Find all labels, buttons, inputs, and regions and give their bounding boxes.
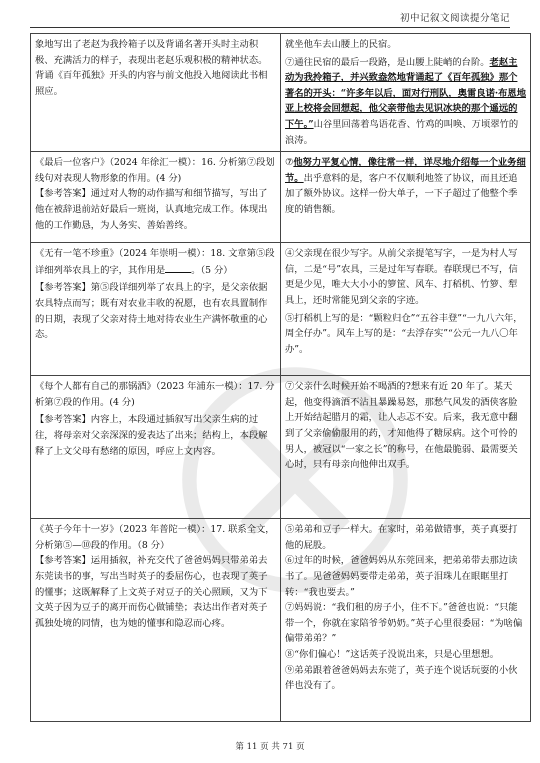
excerpt-cell (281, 152, 531, 243)
question-cell (31, 152, 281, 243)
answer-text: 【参考答案】运用插叙，补充交代了爸爸妈妈只带弟弟去东莞读书的事，写出当时英子的委屈伤心，也表现了英子的懂事；这既解释了上文英子对豆子的关心照顾，又为下文英子因为豆子的离开而伤心做铺垫；表达出作者对英子孤独处境的同情，也为她的懂事和隐忍而心疼。 (35, 555, 268, 629)
excerpt-cell (281, 519, 531, 722)
notes-table (30, 33, 531, 722)
excerpt-paragraph: ⑦他努力平复心情，像往常一样，详尽地介绍每一个业务细节。出乎意料的是，客户不仅顺利地签了协议，而且还追加了额外协议。这样一份大单子，一下子超过了他整个季度的销售额。 (285, 157, 526, 215)
question-text: 《无有一笔不珍重》（2024 年崇明一模）：18. 文章第⑤段详细列举农具上的字，其作用是 。（5 分） (35, 248, 275, 276)
answer-tag: 【参考答案】 (35, 414, 91, 426)
excerpt-paragraph: ⑧“你们偏心！”这话英子没说出来，只是心里想想。 (285, 648, 500, 660)
page-number: 第 11 页 共 71 页 (235, 742, 305, 752)
question-text: 《英子今年十一岁》（2023 年普陀一模）：17. 联系全文，分析第⑤—⑩段的作用。（8 分） (35, 524, 275, 551)
question-cell (31, 243, 281, 376)
question-cell (31, 519, 281, 722)
excerpt-paragraph: ⑦通往民宿的最后一段路，是山腰上陡峭的台阶。老赵主动为我拎箱子，并兴致盎然地背诵起了《百年孤独》那个著名的开头：“许多年以后，面对行刑队，奥雷良诺·布恩地亚上校将会回想起，他父亲带他去见识冰块的那个遥远的下午。”山谷里回荡着鸟语花香、竹鸡的叫唤、万顷翠竹的浪涛。 (285, 56, 527, 146)
answer-text: 象地写出了老赵为我拎箱子以及背诵名著开头时主动积极、充满活力的样子，表现出老赵乐观积极的精神状态。背诵《百年孤独》开头的内容与前文他投入地阅读此书相照应。 (35, 39, 268, 97)
excerpt-text: 就坐他车去山腰上的民宿。 (285, 39, 397, 50)
excerpt-paragraph: ⑦父亲什么时候开始不喝酒的?想来有近 20 年了。某天起，他变得滴酒不沾且暴躁易怒，那愁气风发的酒侠客脸上开始结起腊月的霜，让人忐忑不安。后来，我无意中翻到了父亲偷偷服用的药，才知他得了糖尿病。这个可怜的男人，被冠以“一家之长”的称号，在他最脆弱、最需要关心时，只有母亲向他伸出双手。 (285, 381, 518, 471)
excerpt-paragraph: ⑥过年的时候，爸爸妈妈从东莞回来，把弟弟带去那边读书了。见爸爸妈妈要带走弟弟，英子泪珠儿在眼眶里打转：“我也要去。” (285, 555, 518, 598)
underlined-sentence: 老赵主动为我拎箱子，并兴致盎然地背诵起了《百年孤独》那个著名的开头：“许多年以后，面对行刑队，奥雷良诺·布恩地亚上校将会回想起，他父亲带他去见识冰块的那个遥远的下午。” (285, 56, 527, 130)
excerpt-paragraph: ⑤弟弟和豆子一样大。在家时，弟弟做错事，英子真要打他的屁股。 (285, 524, 518, 551)
underlined-sentence: 他努力平复心情，像往常一样，详尽地介绍每一个业务细节。 (285, 157, 526, 184)
table-row (31, 152, 531, 243)
excerpt-cell (281, 34, 531, 152)
page-header-title: 初中记叙文阅读提分笔记 (399, 13, 510, 24)
table-row (31, 376, 531, 519)
table-row (31, 519, 531, 722)
answer-text: 【参考答案】内容上，本段通过插叙写出父亲生病的过往，将母亲对父亲深深的爱表达了出来；结构上，本段解释了上文父母有愁绪的原因，呼应上文内容。 (35, 414, 268, 457)
question-text: 《每个人都有自己的那锅酒》（2023 年浦东一模）：17. 分析第⑦段的作用。(4 分) (35, 381, 275, 408)
answer-tag: 【参考答案】 (35, 188, 91, 200)
excerpt-paragraph: ⑦妈妈说：“我们租的房子小，住不下。”爸爸也说：“只能带一个，你就在家陪爷爷奶奶。”英子心里很委屈：“为啥偏偏带弟弟？” (285, 602, 523, 645)
table-row (31, 34, 531, 152)
excerpt-paragraph: ④父亲现在很少写字。从前父亲提笔写字，一是为村人写信，二是“号”农具，三是过年写春联。春联现已不写，信更是少见，唯大大小小的箩筐、风车、打稻机、竹箩、犁具上，还时常能见到父亲的字迹。 (285, 248, 518, 306)
answer-text: 【参考答案】通过对人物的动作描写和细节描写，写出了他在被辞退前站好最后一班岗，认真地完成工作。体现出他的工作勤恳，为人务实、善始善终。 (35, 188, 268, 231)
question-text: 《最后一位客户》（2024 年徐汇一模）：16. 分析第⑦段划线句对表现人物形象的作用。(4 分) (35, 157, 275, 184)
header-rule (30, 27, 510, 28)
answer-tag: 【参考答案】 (35, 282, 91, 294)
question-cell (31, 376, 281, 519)
answer-cell (31, 34, 281, 152)
excerpt-paragraph: ⑤打稻机上写的是：“颗粒归仓”“五谷丰登”“一九八六年，周全仔办”。风车上写的是：“去浮存实”“公元一九八〇年办”。 (285, 312, 523, 355)
answer-blank[interactable] (165, 262, 191, 273)
answer-text: 【参考答案】第⑤段详细列举了农具上的字，是父亲依据农具特点而写；既有对农业丰收的祝愿，也有农具置制作的日期，表现了父亲对待土地对待农业生产满怀敬重的心态。 (35, 282, 268, 341)
table-row (31, 243, 531, 376)
excerpt-cell (281, 243, 531, 376)
excerpt-paragraph: ⑨弟弟跟着爸爸妈妈去东莞了，英子连个说话玩耍的小伙伴也没有了。 (285, 664, 518, 692)
excerpt-cell (281, 376, 531, 519)
answer-tag: 【参考答案】 (35, 555, 91, 567)
